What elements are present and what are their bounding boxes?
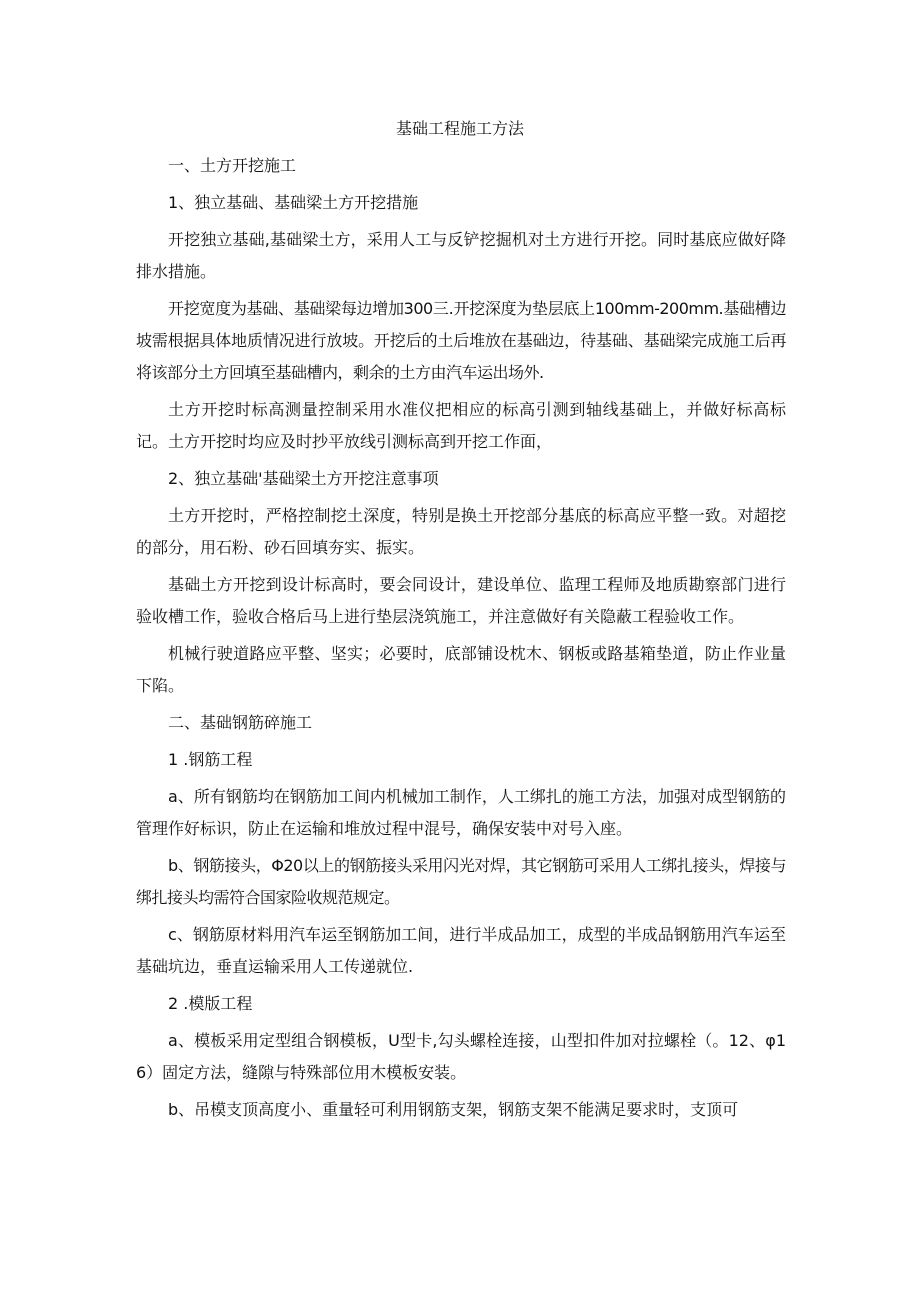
document-body: [136, 150, 786, 1131]
paragraph: a、模板采用定型组合钢模板，U型卡,勾头螺栓连接，山型扣件加对拉螺栓（。12、φ16）固定方法，缝隙与特殊部位用木模板安装。: [136, 1031, 786, 1082]
paragraph: c、钢筋原材料用汽车运至钢筋加工间，进行半成品加工，成型的半成品钢筋用汽车运至基础坑边，垂直运输采用人工传递就位.: [136, 925, 786, 976]
subsection-heading-excavation-notes: 2、独立基础'基础梁土方开挖注意事项: [168, 469, 439, 488]
paragraph: 基础土方开挖到设计标高时，要会同设计，建设单位、监理工程师及地质勘察部门进行验收槽工作，验收合格后马上进行垫层浇筑施工，并注意做好有关隐蔽工程验收工作。: [136, 575, 786, 626]
paragraph: 开挖独立基础,基础梁土方，采用人工与反铲挖掘机对土方进行开挖。同时基底应做好降排水措施。: [136, 230, 786, 281]
paragraph: 土方开挖时，严格控制挖土深度，特别是换土开挖部分基底的标高应平整一致。对超挖的部分，用石粉、砂石回填夯实、振实。: [136, 506, 786, 557]
paragraph: 机械行驶道路应平整、坚实；必要时，底部铺设枕木、钢板或路基箱垫道，防止作业量下陷。: [136, 644, 786, 695]
section-heading-earthwork: 一、土方开挖施工: [168, 156, 297, 175]
document-title: 基础工程施工方法: [395, 119, 524, 138]
subsection-heading-excavation-measures: 1、独立基础、基础梁土方开挖措施: [168, 193, 419, 212]
paragraph: b、钢筋接头，Φ20以上的钢筋接头采用闪光对焊，其它钢筋可采用人工绑扎接头，焊接与绑扎接头均需符合国家险收规范规定。: [136, 856, 786, 907]
paragraph: 土方开挖时标高测量控制采用水准仪把相应的标高引测到轴线基础上，并做好标高标记。土方开挖时均应及时抄平放线引测标高到开挖工作面，: [136, 400, 786, 451]
paragraph: a、所有钢筋均在钢筋加工间内机械加工制作，人工绑扎的施工方法，加强对成型钢筋的管理作好标识，防止在运输和堆放过程中混号，确保安装中对号入座。: [136, 787, 786, 838]
section-heading-rebar-concrete: 二、基础钢筋碎施工: [168, 713, 313, 732]
paragraph: 开挖宽度为基础、基础梁每边增加300三.开挖深度为垫层底上100mm-200mm.基础槽边坡需根据具体地质情况进行放坡。开挖后的土后堆放在基础边，待基础、基础梁完成施工后再将该部分土方回填至基础槽内，剩余的土方由汽车运出场外.: [136, 299, 786, 382]
subsection-heading-formwork: 2 .模版工程: [168, 994, 253, 1013]
paragraph: b、吊模支顶高度小、重量轻可利用钢筋支架，钢筋支架不能满足要求时，支顶可: [168, 1100, 739, 1119]
subsection-heading-rebar: 1 .钢筋工程: [168, 750, 253, 769]
